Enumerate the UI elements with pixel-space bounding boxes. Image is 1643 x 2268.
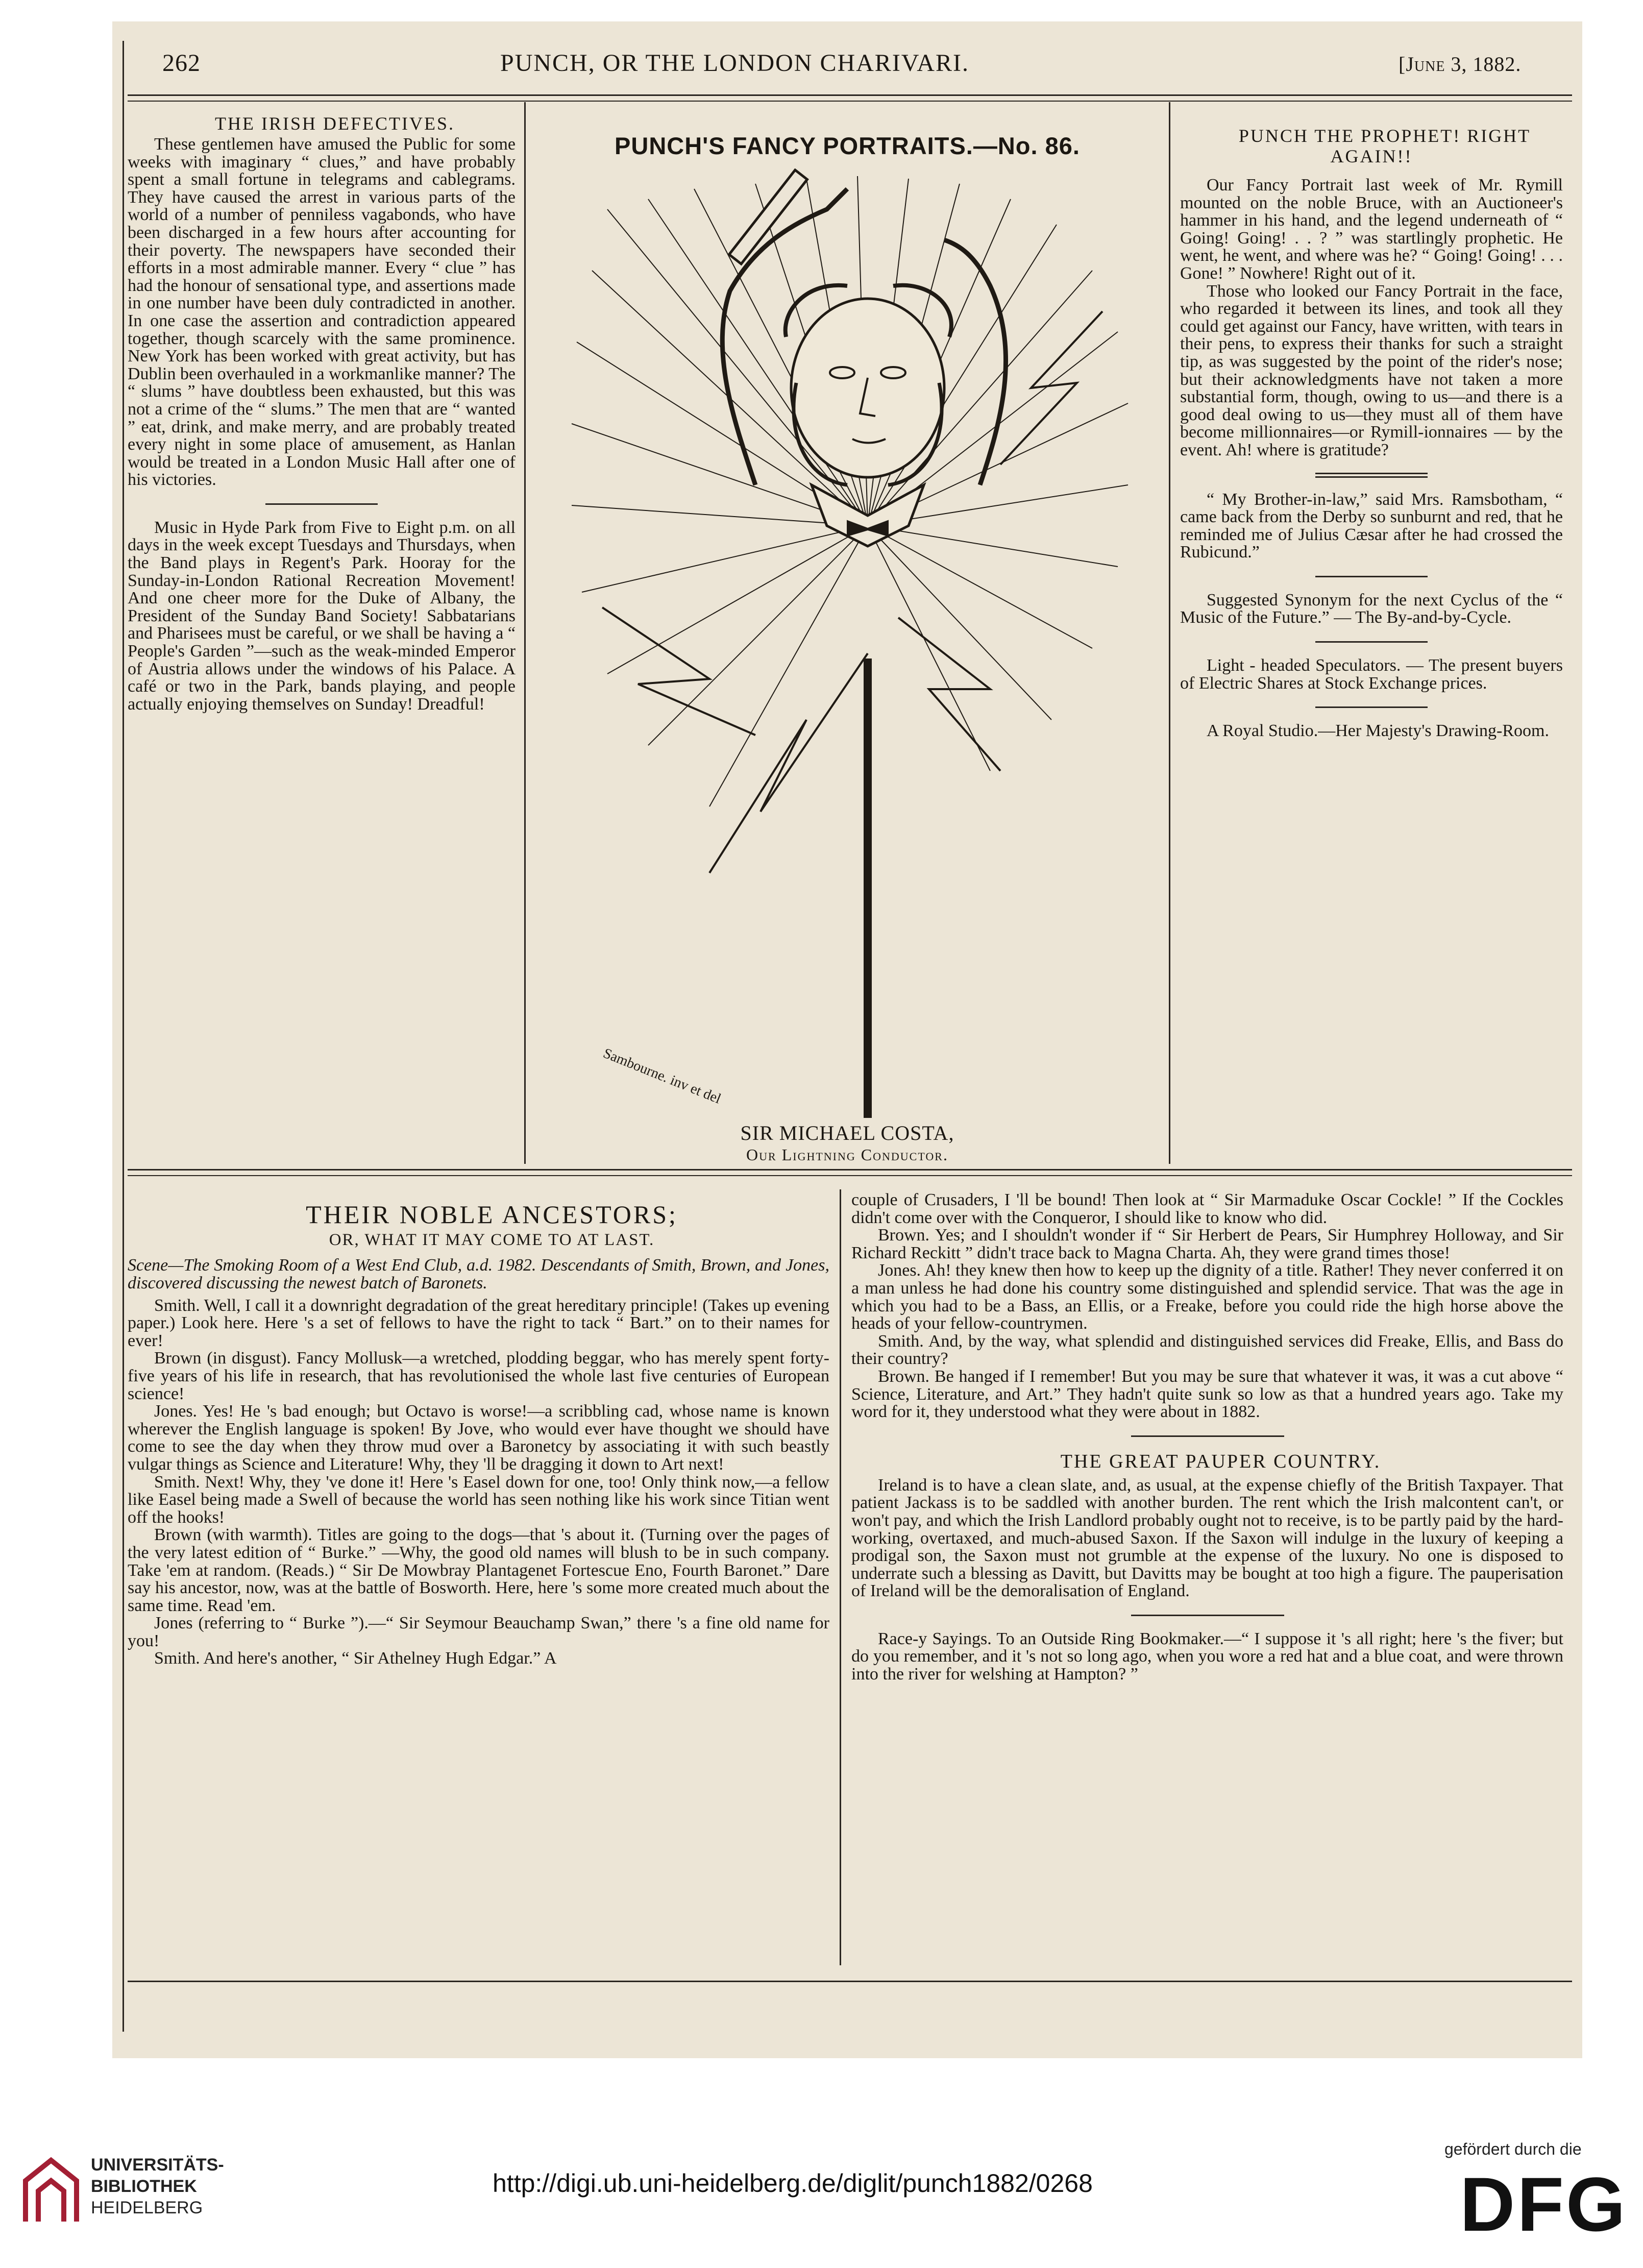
article-body: These gentlemen have amused the Public for some weeks with imaginary “ clues,” and have probably spent a small fortune in telegrams and cablegrams. They have caused the arrest in various parts of the world of a number of penniless vagabonds, who have been discharged in a few hours after accounting for their poverty. The newspapers have seconded their efforts in a most admirable manner. Every “ clue ” has had the honour of sensational type, and assertions made in one number have been duly contradicted in another. In one case the assertion and contradiction appeared together, though scarcely with the same prominence. New York has been worked with great activity, but has Dublin been overhauled in a workmanlike manner? The “ slums ” have doubtless been exhausted, but this was not a crime of the “ slums.” The men that are “ wanted ” eat, drink, and make merry, and are probably treated every night in some place of amusement, as Hanlan would be treated in a London Music Hall after one of his victories. xyxy=(128,135,516,490)
dfg-logo: DFG xyxy=(1460,2161,1628,2247)
dialogue: Jones. Ah! they knew then how to keep up the dignity of a title. Rather! They never conferred it on a man unless he had done his country some distinguished and splendid service. That was the age in which you had to be a Bass, an Ellis, or a Freake, before you could ride the high horse above the heads of your fellow-countrymen. xyxy=(851,1261,1563,1333)
short-rule xyxy=(1315,641,1428,643)
dialogue: Smith. Next! Why, they 've done it! Here 's Easel down for one, too! Only think now,—a fellow like Easel being made a Swell of because the world has seen nothing like his work since Titian went off the hooks! xyxy=(128,1472,829,1527)
pauper-body: Ireland is to have a clean slate, and, as usual, at the expense chiefly of the British Taxpayer. That patient Jackass is to be saddled with another burden. The rent which the Irish malcontent can't, or won't pay, and which the Irish Landlord probably ought not to receive, is to be partly paid by the hard-working, overtaxed, and much-abused Saxon. If the Saxon will indulge in the luxury of keeping a prodigal son, the Saxon must not grumble at the expense of the luxury. No one is disposed to underrate such a blessing as Davitt, but Davitts may be bought at too high a figure. The pauperisation of Ireland will be the demoralisation of England. xyxy=(851,1475,1563,1601)
portrait-caption: SIR MICHAEL COSTA, xyxy=(740,1121,954,1144)
dialogue: Smith. And, by the way, what splendid and distinguished services did Freake, Ellis, and Bass do their country? xyxy=(851,1331,1563,1369)
library-name-line1: UNIVERSITÄTS- xyxy=(91,2155,224,2175)
article-body: “ My Brother-in-law,” said Mrs. Ramsbotham, “ came back from the Derby so sunburnt and red, that he reminded me of Julius Cæsar after he had crossed the Rubicund.” xyxy=(1180,490,1563,562)
short-rule xyxy=(1315,706,1428,708)
race-y-sayings: Race-y Sayings. To an Outside Ring Bookmaker.—“ I suppose it 's all right; here 's the fiver; but do you remember, and it 's not so long ago, when you wore a red hat and a blue coat, and were thrown into the river for welshing at Hampton? ” xyxy=(851,1629,1563,1684)
artist-signature: Sambourne. inv et del xyxy=(601,1045,723,1107)
digitization-footer xyxy=(0,2058,1643,2268)
article-body: Those who looked our Fancy Portrait in the face, who regarded it between its lines, and took all they could get against our Fancy, have written, with tears in their pens, to express their thanks for such a straight tip, as was suggested by the point of the rider's nose; but their acknowledgments have not taken a more substantial form, though, owing to us—and there is a good deal owing to us—they must all of them have become millionnaires—or Rymill-ionnaires — by the event. Ah! where is gratitude? xyxy=(1180,281,1563,459)
short-rule xyxy=(1315,576,1428,577)
portrait-heading: PUNCH'S FANCY PORTRAITS.—No. 86. xyxy=(615,132,1080,159)
dialogue: Smith. Well, I call it a downright degradation of the great hereditary principle! (Takes up evening paper.) Look here. Here 's a set of fellows to have the right to tack “ Bart.” on to their names for ever! xyxy=(128,1296,829,1350)
double-rule xyxy=(1315,473,1428,478)
caricature-illustration xyxy=(541,168,1154,1143)
dialogue: Smith. And here's another, “ Sir Athelney Hugh Edgar.” A xyxy=(154,1649,557,1668)
portrait-subcaption: Our Lightning Conductor. xyxy=(746,1145,948,1164)
library-logo-icon xyxy=(20,2150,82,2227)
ancestors-continued-column xyxy=(851,1191,1563,1684)
right-column xyxy=(1180,126,1563,740)
article-body: A Royal Studio.—Her Majesty's Drawing-Room. xyxy=(1207,721,1549,741)
issue-date: [June 3, 1882. xyxy=(1399,53,1522,76)
dialogue: Jones. Yes! He 's bad enough; but Octavo is worse!—a scribbling cad, whose name is known wherever the English language is spoken! By Jove, who would ever have thought we should have come to see the day when they throw mud over a Baronetcy by associating it with such beastly vulgar things as Science and Literature! Why, they 'll be dragging it down to Art next! xyxy=(128,1402,829,1474)
section-rule-2 xyxy=(128,1175,1572,1176)
baton xyxy=(729,170,807,264)
dialogue: couple of Crusaders, I 'll be bound! Then look at “ Sir Marmaduke Oscar Cockle! ” If the Cockles didn't come over with the Conqueror, I should like to know who did. xyxy=(851,1190,1563,1227)
column-divider xyxy=(524,102,526,1164)
column-divider xyxy=(1169,102,1170,1164)
ancestors-column xyxy=(128,1201,829,1668)
page-number: 262 xyxy=(162,50,201,77)
article-body: Light - headed Speculators. — The present buyers of Electric Shares at Stock Exchange prices. xyxy=(1180,656,1563,693)
source-url-link[interactable]: http://digi.ub.uni-heidelberg.de/diglit/punch1882/0268 xyxy=(493,2169,1093,2198)
pauper-title: THE GREAT PAUPER COUNTRY. xyxy=(1060,1450,1381,1472)
bottom-rule xyxy=(128,1981,1572,1982)
left-column xyxy=(128,113,516,713)
column-divider xyxy=(840,1189,841,1965)
short-rule xyxy=(1131,1615,1284,1616)
header-rule-2 xyxy=(128,101,1572,102)
scene-direction: Scene—The Smoking Room of a West End Club, a.d. 1982. Descendants of Smith, Brown, and Jones, discovered discussing the newest batch of Baronets. xyxy=(128,1255,829,1292)
dialogue: Brown (in disgust). Fancy Mollusk—a wretched, plodding beggar, who has merely spent forty-five years of his life in research, that has revolutionised the whole last five centuries of European science! xyxy=(128,1349,829,1403)
article-body: Our Fancy Portrait last week of Mr. Rymill mounted on the noble Bruce, with an Auctioneer's hammer in his hand, and the legend underneath of “ Going! Going! . . ? ” was startlingly prophetic. He went, he went, and where was he? “ Going! Going! . . . Gone! ” Nowhere! Right out of it. xyxy=(1180,176,1563,283)
masthead: PUNCH, OR THE LONDON CHARIVARI. xyxy=(500,50,969,77)
article-title: PUNCH THE PROPHET! RIGHT AGAIN!! xyxy=(1238,126,1531,166)
radiating-lines xyxy=(572,176,1128,807)
library-name-line2: BIBLIOTHEK xyxy=(91,2177,197,2196)
section-rule xyxy=(128,1169,1572,1170)
article-body: Suggested Synonym for the next Cyclus of the “ Music of the Future.” — The By-and-by-Cycle. xyxy=(1180,590,1563,627)
face xyxy=(791,299,944,477)
article-title: THE IRISH DEFECTIVES. xyxy=(215,113,455,134)
music-paragraph: Music in Hyde Park from Five to Eight p.m. on all days in the week except Tuesdays and Thursdays, when the Band plays in Regent's Park. Hooray for the Sunday-in-London Rational Recreation Movement! And one cheer more for the Duke of Albany, the President of the Sunday Band Society! Sabbatarians and Pharisees must be careful, or we shall be having a “ People's Garden ”—such as the weak-minded Emperor of Austria allows under the windows of his Palace. A café or two in the Park, bands playing, and people actually enjoying themselves on Sunday! Dreadful! xyxy=(128,518,516,714)
page-border-left xyxy=(122,41,124,2032)
dialogue: Brown (with warmth). Titles are going to the dogs—that 's about it. (Turning over the pages of the very latest edition of “ Burke.” —Why, the good old names will blush to be in such company. Take 'em at random. (Reads.) “ Sir De Mowbray Plantagenet Fortescue Eno, Fourth Baronet.” Dare say his ancestor, now, was at the battle of Bosworth. Here, here 's some more created much about the same time. Read 'em. xyxy=(128,1525,829,1615)
dialogue: Jones (referring to “ Burke ”).—“ Sir Seymour Beauchamp Swan,” there 's a fine old name for you! xyxy=(128,1614,829,1650)
ancestors-title: THEIR NOBLE ANCESTORS; xyxy=(306,1200,678,1229)
ancestors-subtitle: OR, WHAT IT MAY COME TO AT LAST. xyxy=(329,1231,655,1249)
header-rule xyxy=(128,94,1572,96)
funding-note: gefördert durch die xyxy=(1444,2140,1582,2158)
dialogue: Brown. Yes; and I shouldn't wonder if “ Sir Herbert de Pears, Sir Humphrey Holloway, and Sir Richard Reckitt ” didn't trace back to Magna Charta. Ah, they were grand times those! xyxy=(851,1226,1563,1262)
short-rule xyxy=(265,503,378,505)
short-rule xyxy=(1131,1435,1284,1437)
conductor-arm xyxy=(944,240,1006,485)
library-name-line3: HEIDELBERG xyxy=(91,2198,203,2217)
collar xyxy=(812,485,924,546)
dialogue: Brown. Be hanged if I remember! But you may be sure that whatever it was, it was a cut above “ Science, Literature, and Art.” They hadn't quite sunk so low as that a hundred years ago. Take my word for it, they understood what they were about in 1882. xyxy=(851,1367,1563,1422)
conductor-rod xyxy=(864,659,872,1118)
